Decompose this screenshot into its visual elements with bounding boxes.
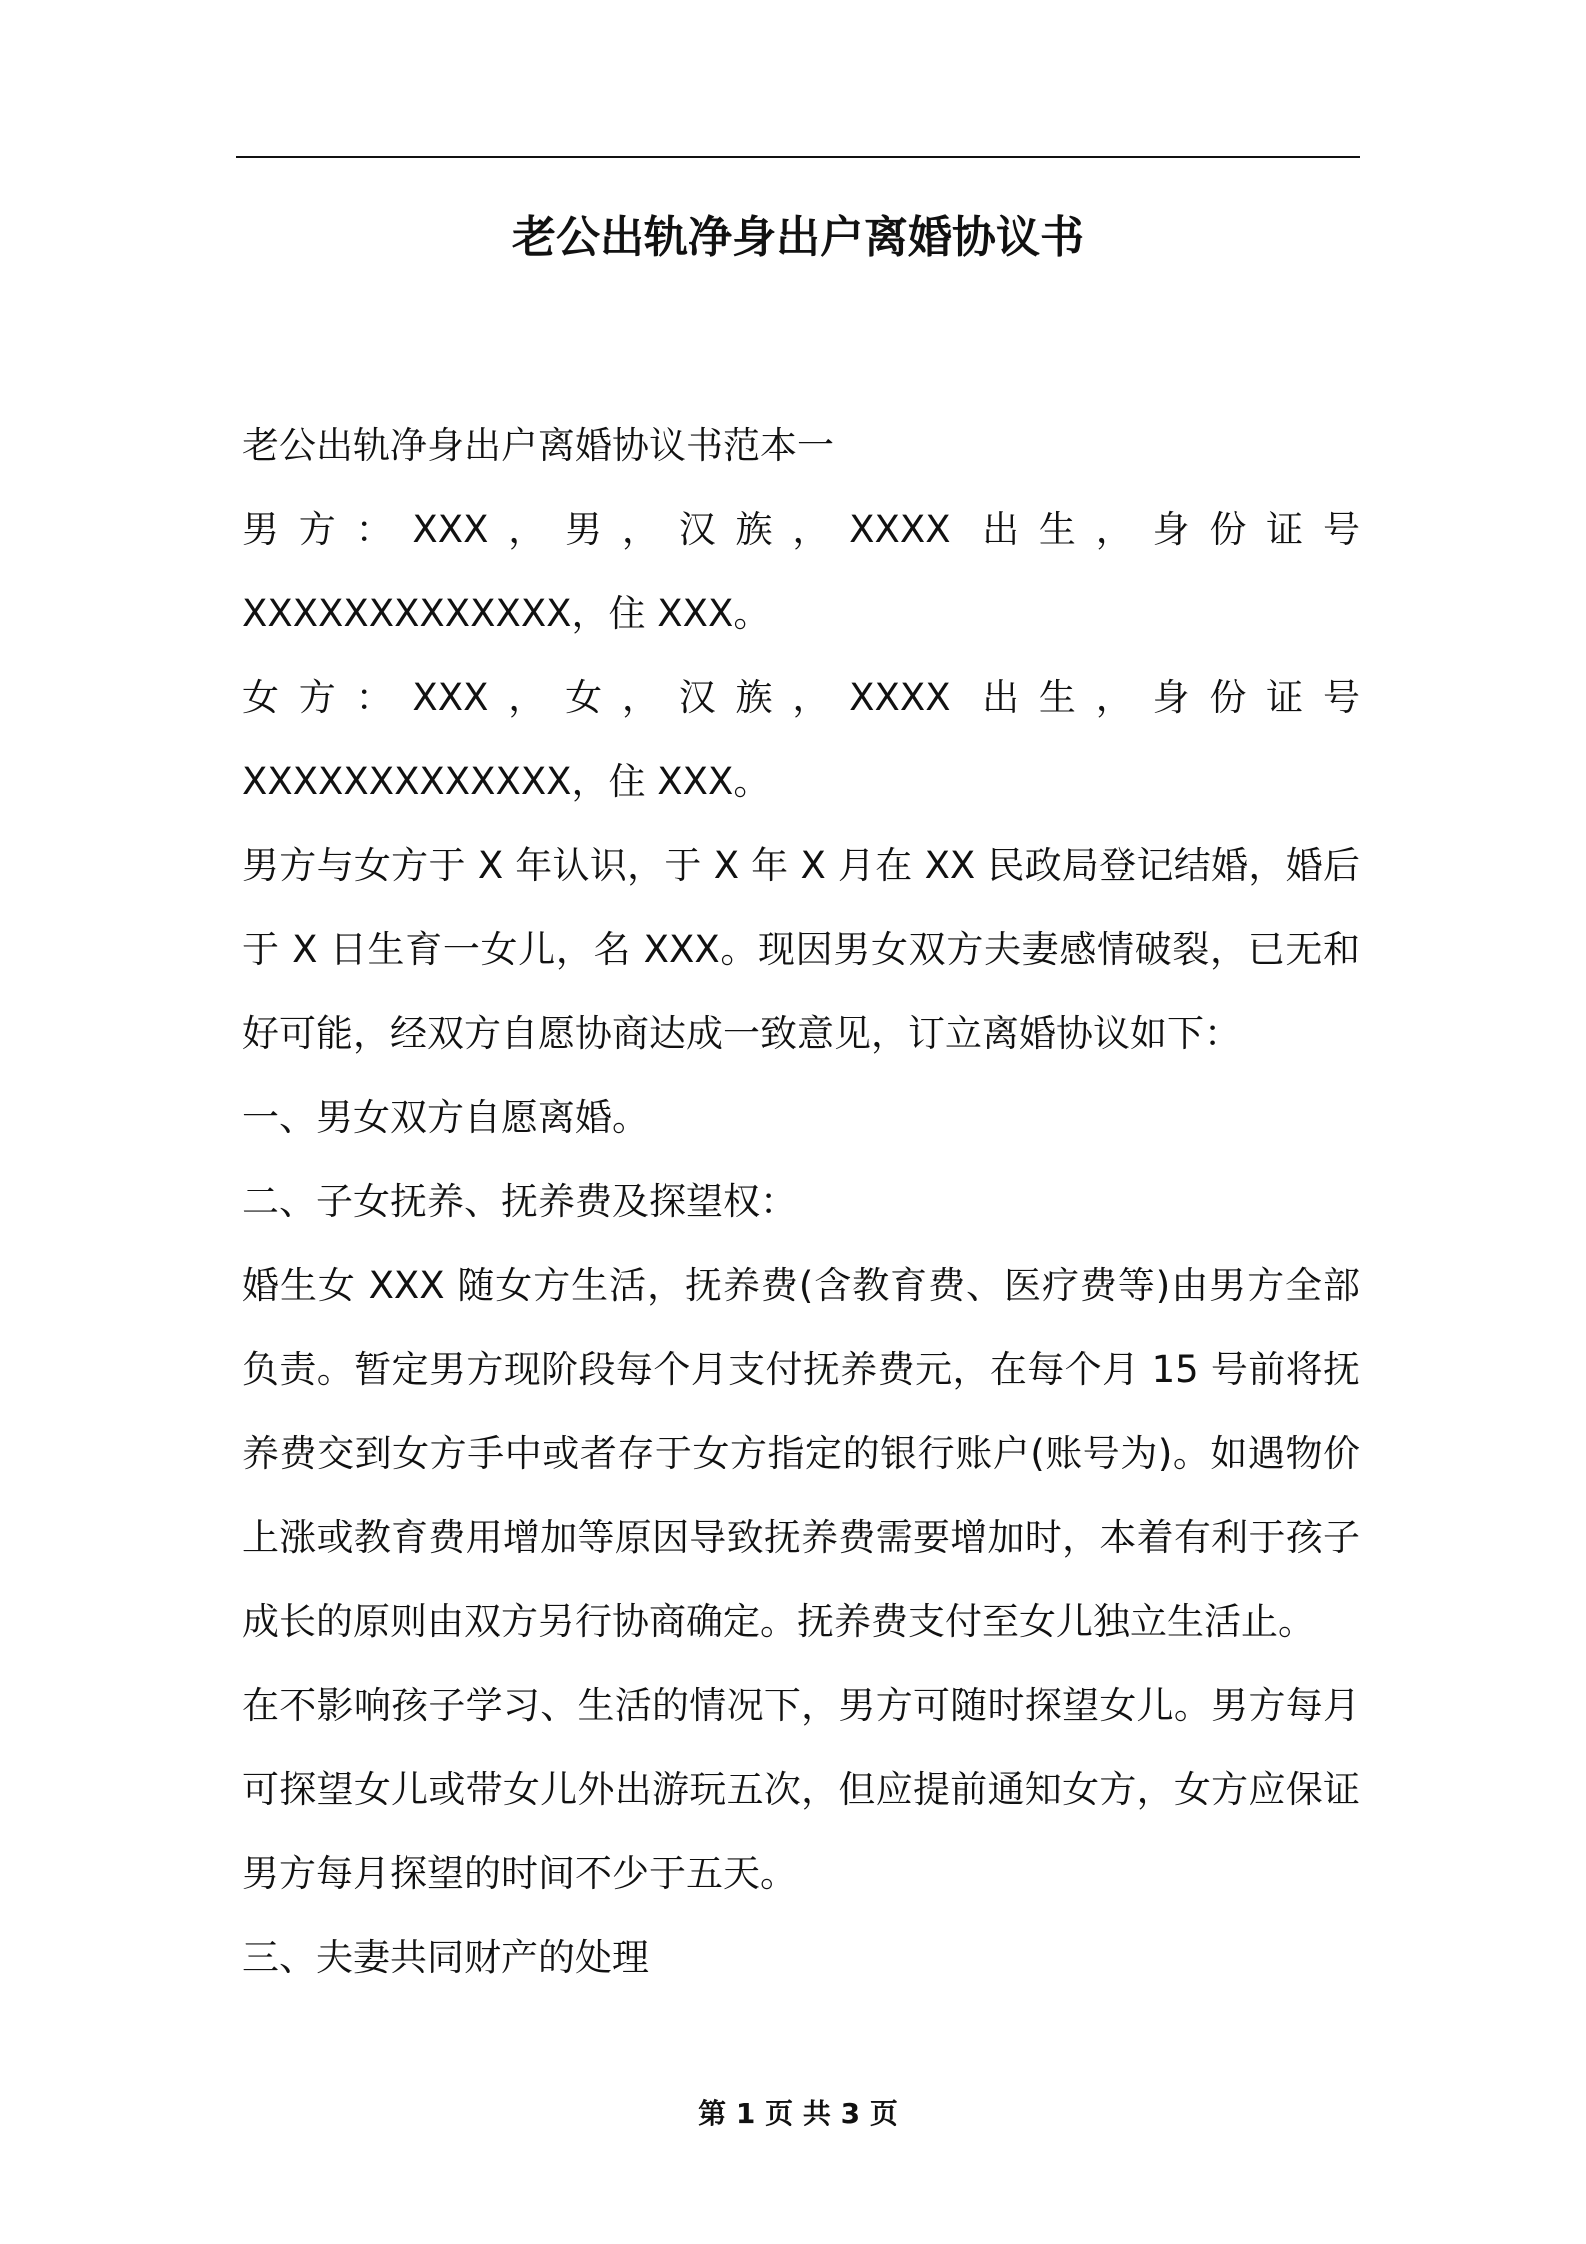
paragraph-marriage-background: 男方与女方于 X 年认识，于 X 年 X 月在 XX 民政局登记结婚，婚后于 X 日生育一女儿，名 XXX。现因男女双方夫妻感情破裂，已无和好可能，经双方自愿协商达成一致意见，订立离婚协议如下：	[242, 844, 1360, 1055]
header-rule	[236, 156, 1360, 158]
clause-1-voluntary-divorce: 一、男女双方自愿离婚。	[242, 1096, 649, 1139]
paragraph-visitation-terms: 在不影响孩子学习、生活的情况下，男方可随时探望女儿。男方每月可探望女儿或带女儿外出游玩五次，但应提前通知女方，女方应保证男方每月探望的时间不少于五天。	[242, 1684, 1360, 1895]
clause-2-heading-child-support: 二、子女抚养、抚养费及探望权：	[242, 1180, 797, 1223]
clause-3-heading-property: 三、夫妻共同财产的处理	[242, 1936, 649, 1979]
paragraph-wife-info: 女方：XXX，女，汉族，XXXX 出生，身份证号 XXXXXXXXXXXXX，住 XXX。	[242, 676, 1360, 803]
paragraph-husband-info: 男方：XXX，男，汉族，XXXX 出生，身份证号 XXXXXXXXXXXXX，住 XXX。	[242, 508, 1360, 635]
paragraph-template-heading: 老公出轨净身出户离婚协议书范本一	[242, 424, 834, 467]
document-title: 老公出轨净身出户离婚协议书	[512, 212, 1084, 263]
page-number-footer: 第 1 页 共 3 页	[698, 2097, 898, 2130]
document-body	[242, 404, 1360, 2000]
paragraph-child-support-terms: 婚生女 XXX 随女方生活，抚养费(含教育费、医疗费等)由男方全部负责。暂定男方现阶段每个月支付抚养费元，在每个月 15 号前将抚养费交到女方手中或者存于女方指定的银行账户(账号为)。如遇物价上涨或教育费用增加等原因导致抚养费需要增加时，本着有利于孩子成长的原则由双方另行协商确定。抚养费支付至女儿独立生活止。	[242, 1264, 1360, 1643]
